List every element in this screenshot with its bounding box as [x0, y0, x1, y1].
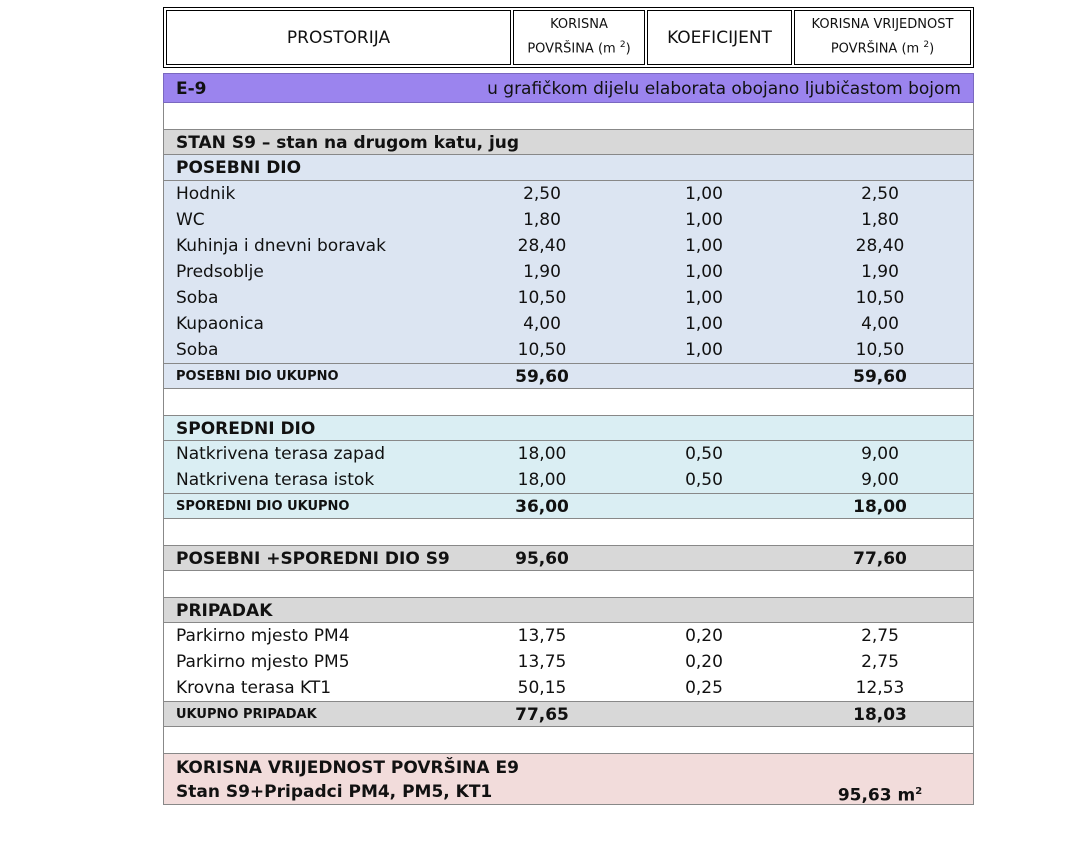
room-coefficient: 1,00	[685, 262, 723, 282]
posebni-total-value: 59,60	[853, 367, 907, 387]
table-row	[164, 337, 973, 363]
sporedni-title: SPOREDNI DIO	[176, 419, 316, 439]
table-row	[164, 441, 973, 467]
room-area: 28,40	[517, 236, 567, 256]
room-coefficient: 1,00	[685, 184, 723, 204]
sporedni-title-row	[164, 415, 973, 441]
room-area: 10,50	[517, 340, 567, 360]
room-value: 2,50	[861, 184, 899, 204]
spacer-row	[164, 571, 973, 597]
area-table	[163, 7, 974, 805]
unit-note: u grafičkom dijelu elaborata obojano ljubičastom bojom	[487, 79, 961, 99]
header-korisna-povrsina	[513, 10, 645, 65]
room-name: Natkrivena terasa zapad	[176, 444, 386, 464]
table-row	[164, 311, 973, 337]
room-value: 10,50	[855, 288, 905, 308]
room-coefficient: 1,00	[685, 340, 723, 360]
room-name: Hodnik	[176, 184, 236, 204]
room-value: 28,40	[855, 236, 905, 256]
pripadak-total-value: 18,03	[853, 705, 907, 725]
sporedni-total-value: 18,00	[853, 497, 907, 517]
room-name: WC	[176, 210, 205, 230]
table-row	[164, 285, 973, 311]
header-vrijednost-line1: KORISNA VRIJEDNOST	[811, 17, 954, 33]
spacer-row	[164, 389, 973, 415]
table-row	[164, 233, 973, 259]
room-name: Kuhinja i dnevni boravak	[176, 236, 386, 256]
room-value: 10,50	[855, 340, 905, 360]
table-row	[164, 181, 973, 207]
pripadak-title: PRIPADAK	[176, 601, 273, 621]
combined-area: 95,60	[515, 549, 569, 569]
room-coefficient: 1,00	[685, 288, 723, 308]
room-value: 1,90	[861, 262, 899, 282]
room-area: 2,50	[523, 184, 561, 204]
posebni-total-area: 59,60	[515, 367, 569, 387]
pripadak-total-row	[164, 701, 973, 727]
room-coefficient: 1,00	[685, 236, 723, 256]
header-prostorija: PROSTORIJA	[166, 10, 511, 65]
unit-code: E-9	[176, 79, 207, 99]
combined-total-row	[164, 545, 973, 571]
room-coefficient: 0,20	[685, 626, 723, 646]
sporedni-total-row	[164, 493, 973, 519]
unit-banner	[163, 73, 974, 103]
room-coefficient: 1,00	[685, 210, 723, 230]
posebni-title: POSEBNI DIO	[176, 158, 302, 178]
room-name: Kupaonica	[176, 314, 264, 334]
table-row	[164, 649, 973, 675]
posebni-total-label: POSEBNI DIO UKUPNO	[176, 369, 339, 384]
header-korisna-line2: POVRŠINA (m $^2$)	[527, 40, 631, 57]
room-value: 12,53	[855, 678, 905, 698]
combined-label: POSEBNI +SPOREDNI DIO S9	[176, 549, 450, 569]
room-area: 13,75	[517, 652, 567, 672]
room-coefficient: 0,50	[685, 444, 723, 464]
room-name: Soba	[176, 340, 219, 360]
spacer-row	[164, 727, 973, 753]
room-area: 10,50	[517, 288, 567, 308]
room-area: 18,00	[517, 470, 567, 490]
room-value: 2,75	[861, 652, 899, 672]
room-name: Natkrivena terasa istok	[176, 470, 375, 490]
room-coefficient: 0,20	[685, 652, 723, 672]
final-value: 95,63 $m^2$	[837, 785, 923, 806]
posebni-title-row	[164, 155, 973, 181]
room-area: 1,90	[523, 262, 561, 282]
room-name: Parkirno mjesto PM4	[176, 626, 350, 646]
room-area: 4,00	[523, 314, 561, 334]
header-koeficijent: KOEFICIJENT	[647, 10, 792, 65]
apartment-title: STAN S9 – stan na drugom katu, jug	[176, 133, 520, 153]
pripadak-total-label: UKUPNO PRIPADAK	[176, 707, 317, 722]
apartment-title-row	[164, 129, 973, 155]
room-name: Soba	[176, 288, 219, 308]
table-row	[164, 675, 973, 701]
room-value: 9,00	[861, 444, 899, 464]
header-korisna-line1: KORISNA	[550, 17, 608, 33]
header-vrijednost-line2: POVRŠINA (m $^2$)	[830, 40, 935, 57]
sporedni-total-label: SPOREDNI DIO UKUPNO	[176, 499, 350, 514]
room-coefficient: 0,25	[685, 678, 723, 698]
posebni-total-row	[164, 363, 973, 389]
table-row	[164, 207, 973, 233]
pripadak-title-row	[164, 597, 973, 623]
room-area: 13,75	[517, 626, 567, 646]
pripadak-total-area: 77,65	[515, 705, 569, 725]
header-korisna-vrijednost	[794, 10, 971, 65]
combined-value: 77,60	[853, 549, 907, 569]
room-area: 50,15	[517, 678, 567, 698]
final-summary	[164, 753, 973, 805]
table-row	[164, 623, 973, 649]
room-coefficient: 0,50	[685, 470, 723, 490]
spacer-row	[164, 519, 973, 545]
table-row	[164, 259, 973, 285]
sporedni-total-area: 36,00	[515, 497, 569, 517]
room-name: Predsoblje	[176, 262, 264, 282]
room-name: Parkirno mjesto PM5	[176, 652, 350, 672]
room-coefficient: 1,00	[685, 314, 723, 334]
room-area: 1,80	[523, 210, 561, 230]
table-header	[163, 7, 974, 68]
room-area: 18,00	[517, 444, 567, 464]
spacer-row	[164, 103, 973, 129]
final-title: KORISNA VRIJEDNOST POVRŠINA E9	[176, 758, 519, 778]
room-value: 9,00	[861, 470, 899, 490]
room-name: Krovna terasa KT1	[176, 678, 332, 698]
final-subtitle: Stan S9+Pripadci PM4, PM5, KT1	[176, 782, 493, 802]
room-value: 2,75	[861, 626, 899, 646]
table-row	[164, 467, 973, 493]
room-value: 1,80	[861, 210, 899, 230]
room-value: 4,00	[861, 314, 899, 334]
